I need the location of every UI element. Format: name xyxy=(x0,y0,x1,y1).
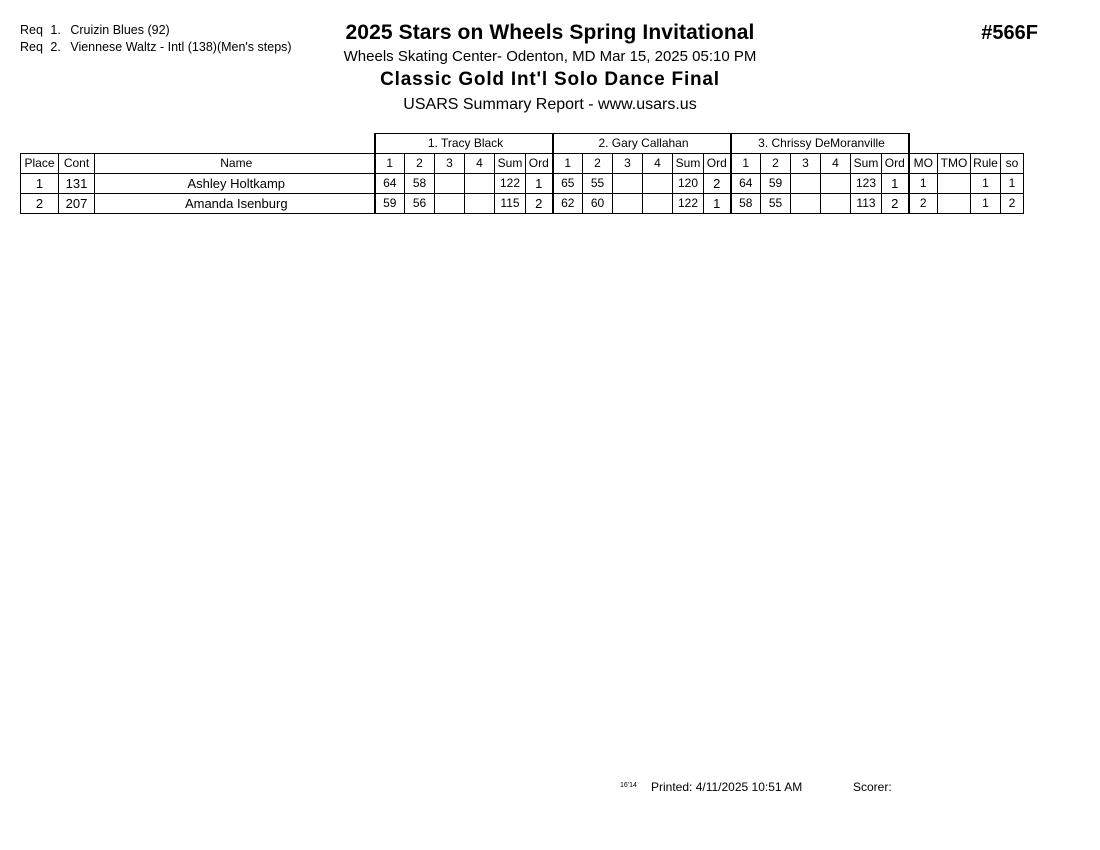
cell-j2-mark2: 60 xyxy=(583,194,613,214)
requirement-text: Viennese Waltz - Intl (138)(Men's steps) xyxy=(70,40,292,54)
cell-j1-mark2: 56 xyxy=(405,194,435,214)
spacer-cell xyxy=(21,134,59,154)
cell-name: Ashley Holtkamp xyxy=(95,174,375,194)
table-row xyxy=(21,174,1024,194)
cell-j2-mark4 xyxy=(643,194,673,214)
cell-mo: 2 xyxy=(909,194,938,214)
spacer-cell xyxy=(95,134,375,154)
cell-tmo xyxy=(938,194,971,214)
requirement-text: Cruizin Blues (92) xyxy=(70,23,170,37)
cell-j3-mark2: 55 xyxy=(761,194,791,214)
col-header-j3-mark4: 4 xyxy=(821,154,851,174)
judge-header-row xyxy=(21,134,1024,154)
cell-name: Amanda Isenburg xyxy=(95,194,375,214)
requirement-label: Req xyxy=(20,23,43,37)
cell-j1-ord: 2 xyxy=(526,194,553,214)
cell-so: 1 xyxy=(1001,174,1024,194)
col-header-j1-ord: Ord xyxy=(526,154,553,174)
footer-printed: Printed: 4/11/2025 10:51 AM xyxy=(651,780,803,794)
col-header-cont: Cont xyxy=(59,154,95,174)
results-table xyxy=(20,133,1024,214)
col-header-j2-ord: Ord xyxy=(704,154,731,174)
cell-tmo xyxy=(938,174,971,194)
cell-j2-mark4 xyxy=(643,174,673,194)
judge-name-2: 2. Gary Callahan xyxy=(553,134,731,154)
cell-rule: 1 xyxy=(971,194,1001,214)
cell-j1-mark4 xyxy=(465,174,495,194)
cell-j2-ord: 1 xyxy=(704,194,731,214)
event-number: #566F xyxy=(981,22,1038,44)
cell-j1-sum: 122 xyxy=(495,174,526,194)
column-header-row xyxy=(21,154,1024,174)
spacer-cell xyxy=(59,134,95,154)
col-header-j1-sum: Sum xyxy=(495,154,526,174)
venue-line: Wheels Skating Center- Odenton, MD Mar 15, 2025 05:10 PM xyxy=(343,48,757,65)
col-header-j1-mark2: 2 xyxy=(405,154,435,174)
cell-place: 1 xyxy=(21,174,59,194)
cell-j3-mark2: 59 xyxy=(761,174,791,194)
judge-name-1: 1. Tracy Black xyxy=(375,134,553,154)
cell-j3-mark3 xyxy=(791,174,821,194)
col-header-mo: MO xyxy=(909,154,938,174)
col-header-j1-mark1: 1 xyxy=(375,154,405,174)
requirement-number: 1. xyxy=(50,23,61,37)
cell-place: 2 xyxy=(21,194,59,214)
cell-j2-mark1: 65 xyxy=(553,174,583,194)
footer-scorer: Scorer: xyxy=(853,780,892,794)
col-header-j2-mark4: 4 xyxy=(643,154,673,174)
cell-j3-sum: 113 xyxy=(851,194,882,214)
cell-j1-ord: 1 xyxy=(526,174,553,194)
report-line: USARS Summary Report - www.usars.us xyxy=(403,96,697,113)
col-header-rule: Rule xyxy=(971,154,1001,174)
col-header-j2-mark2: 2 xyxy=(583,154,613,174)
requirement-number: 2. xyxy=(50,40,61,54)
event-title: Classic Gold Int'l Solo Dance Final xyxy=(380,69,720,90)
spacer-cell xyxy=(938,134,971,154)
requirement-label: Req xyxy=(20,40,43,54)
col-header-name: Name xyxy=(95,154,375,174)
col-header-place: Place xyxy=(21,154,59,174)
col-header-j2-sum: Sum xyxy=(673,154,704,174)
spacer-cell xyxy=(971,134,1001,154)
cell-j1-mark4 xyxy=(465,194,495,214)
col-header-tmo: TMO xyxy=(938,154,971,174)
cell-mo: 1 xyxy=(909,174,938,194)
cell-j3-mark3 xyxy=(791,194,821,214)
col-header-j3-mark2: 2 xyxy=(761,154,791,174)
col-header-j3-mark3: 3 xyxy=(791,154,821,174)
col-header-j1-mark3: 3 xyxy=(435,154,465,174)
col-header-j3-mark1: 1 xyxy=(731,154,761,174)
results-sheet xyxy=(20,133,1024,214)
judge-name-3: 3. Chrissy DeMoranville xyxy=(731,134,909,154)
cell-j3-ord: 1 xyxy=(882,174,909,194)
cell-j2-mark3 xyxy=(613,174,643,194)
cell-j1-sum: 115 xyxy=(495,194,526,214)
cell-rule: 1 xyxy=(971,174,1001,194)
col-header-j2-mark1: 1 xyxy=(553,154,583,174)
spacer-cell xyxy=(1001,134,1024,154)
cell-j3-mark1: 58 xyxy=(731,194,761,214)
cell-j1-mark1: 59 xyxy=(375,194,405,214)
cell-so: 2 xyxy=(1001,194,1024,214)
document-title-block xyxy=(0,20,1100,116)
cell-j2-sum: 122 xyxy=(673,194,704,214)
cell-j3-mark1: 64 xyxy=(731,174,761,194)
cell-j3-ord: 2 xyxy=(882,194,909,214)
spacer-cell xyxy=(909,134,938,154)
col-header-so: so xyxy=(1001,154,1024,174)
table-row xyxy=(21,194,1024,214)
cell-j2-mark3 xyxy=(613,194,643,214)
cell-j1-mark3 xyxy=(435,194,465,214)
col-header-j3-ord: Ord xyxy=(882,154,909,174)
cell-cont: 207 xyxy=(59,194,95,214)
cell-j2-ord: 2 xyxy=(704,174,731,194)
cell-j2-mark1: 62 xyxy=(553,194,583,214)
cell-j3-mark4 xyxy=(821,194,851,214)
cell-j3-mark4 xyxy=(821,174,851,194)
col-header-j3-sum: Sum xyxy=(851,154,882,174)
cell-j1-mark2: 58 xyxy=(405,174,435,194)
col-header-j1-mark4: 4 xyxy=(465,154,495,174)
cell-cont: 131 xyxy=(59,174,95,194)
cell-j3-sum: 123 xyxy=(851,174,882,194)
footer-code: 16'14 xyxy=(620,782,637,789)
cell-j1-mark1: 64 xyxy=(375,174,405,194)
col-header-j2-mark3: 3 xyxy=(613,154,643,174)
cell-j1-mark3 xyxy=(435,174,465,194)
page-title: 2025 Stars on Wheels Spring Invitational xyxy=(345,21,755,44)
cell-j2-sum: 120 xyxy=(673,174,704,194)
cell-j2-mark2: 55 xyxy=(583,174,613,194)
